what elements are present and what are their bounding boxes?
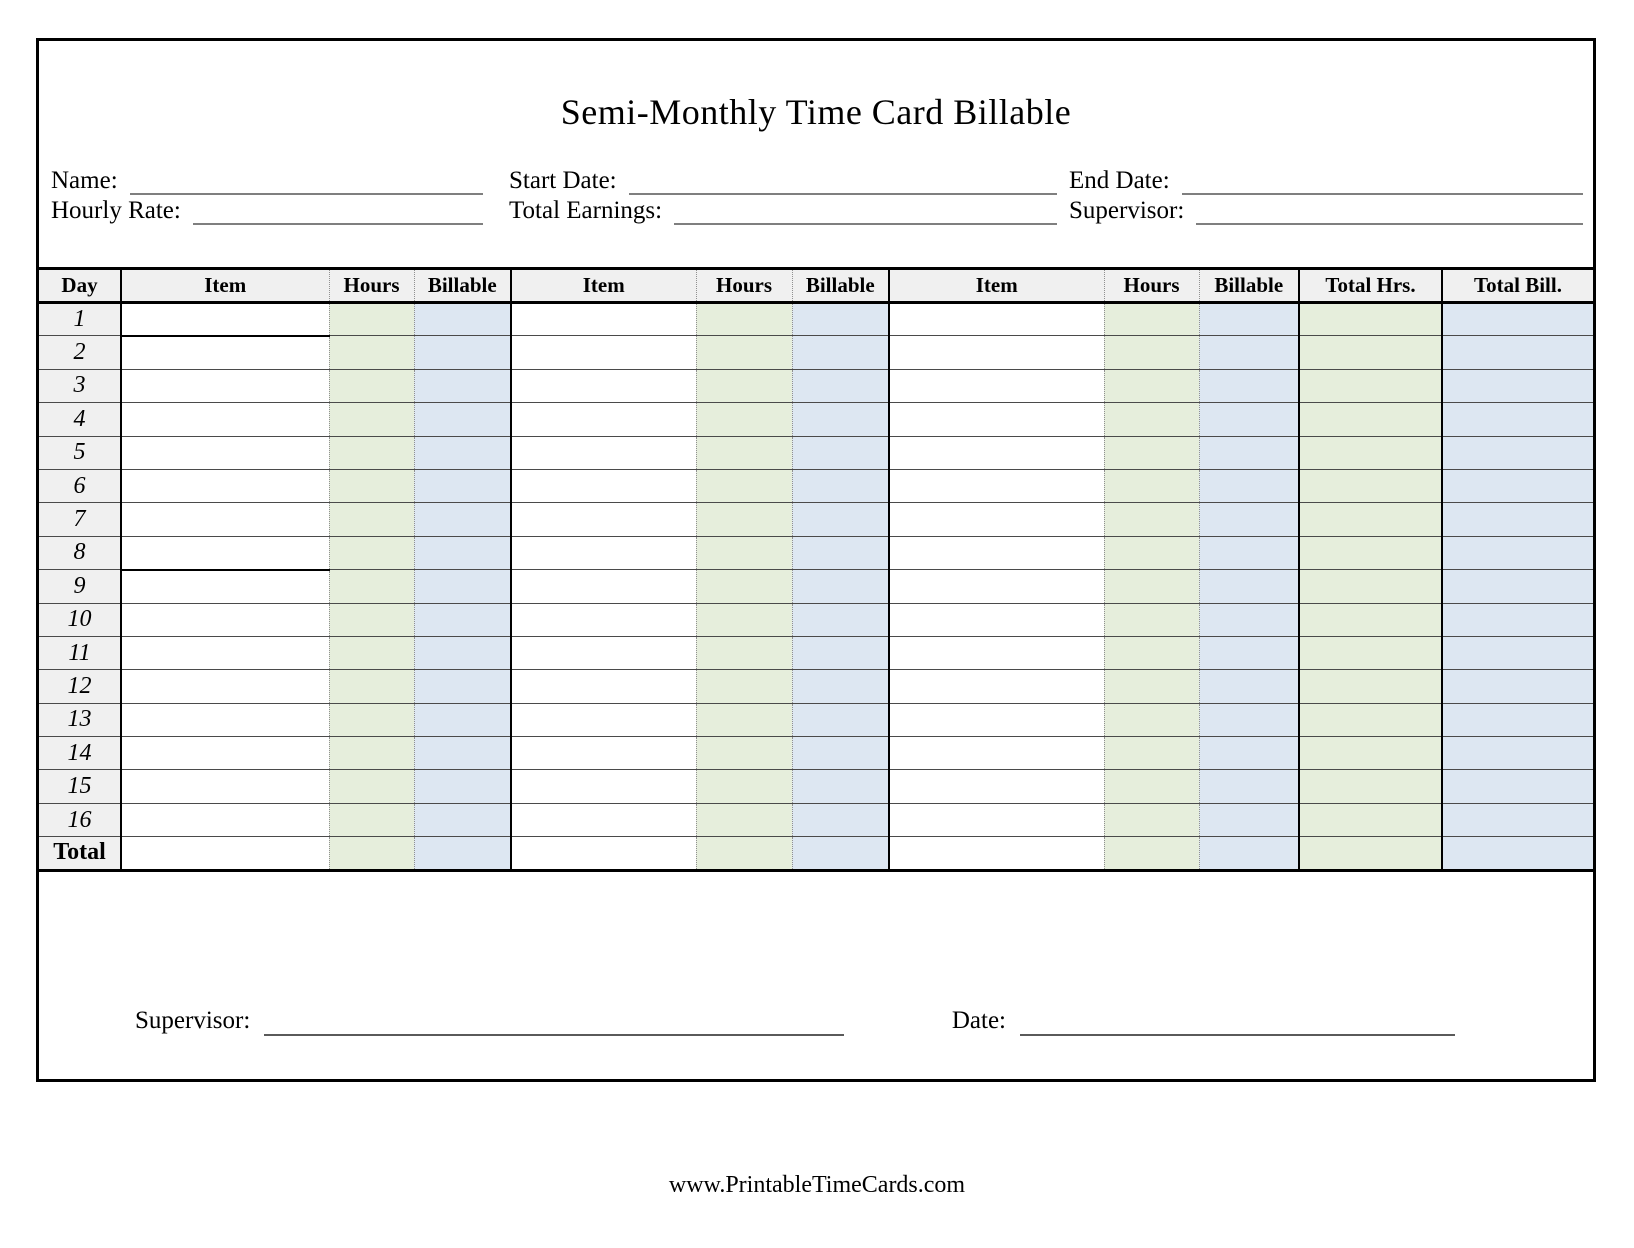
cell-billable-3: [1199, 369, 1299, 402]
cell-hours-3: [1104, 670, 1199, 703]
cell-item-3: [889, 469, 1104, 502]
cell-billable-2: [792, 336, 889, 369]
day-cell-14: 14: [39, 737, 121, 770]
cell-item-2: [511, 536, 696, 569]
cell-item-1: [121, 369, 329, 402]
cell-item-2: [511, 503, 696, 536]
cell-total-bill: [1442, 436, 1593, 469]
cell-hours-2: [696, 369, 792, 402]
cell-total-bill: [1442, 670, 1593, 703]
cell-billable-1: [414, 403, 511, 436]
cell-billable-3-total: [1199, 837, 1299, 870]
cell-item-2: [511, 570, 696, 603]
cell-hours-3: [1104, 570, 1199, 603]
cell-item-2: [511, 770, 696, 803]
column-header-billable-2: Billable: [792, 269, 889, 303]
start-date-input-line: [629, 169, 1057, 195]
cell-hours-2: [696, 336, 792, 369]
total-earnings-label: Total Earnings:: [509, 197, 663, 224]
cell-billable-2-total: [792, 837, 889, 870]
cell-billable-3: [1199, 636, 1299, 669]
cell-hours-3: [1104, 636, 1199, 669]
cell-hours-2: [696, 536, 792, 569]
cell-billable-2: [792, 803, 889, 836]
info-section: [51, 165, 1583, 225]
total-earnings-input-line: [674, 199, 1057, 225]
day-cell-1: 1: [39, 303, 121, 336]
column-header-hours-3: Hours: [1104, 269, 1199, 303]
cell-hours-3: [1104, 369, 1199, 402]
cell-total-bill: [1442, 770, 1593, 803]
cell-total-bill: [1442, 803, 1593, 836]
cell-billable-1: [414, 369, 511, 402]
cell-billable-2: [792, 503, 889, 536]
start-date-label: Start Date:: [509, 167, 617, 194]
cell-item-1: [121, 503, 329, 536]
cell-billable-3: [1199, 803, 1299, 836]
supervisor-field: [1069, 197, 1583, 225]
cell-billable-1: [414, 737, 511, 770]
cell-billable-3: [1199, 303, 1299, 336]
cell-billable-3: [1199, 336, 1299, 369]
day-cell-total: Total: [39, 837, 121, 870]
page-title: Semi-Monthly Time Card Billable: [560, 92, 1072, 132]
cell-item-3: [889, 603, 1104, 636]
cell-item-2: [511, 636, 696, 669]
cell-hours-3: [1104, 469, 1199, 502]
cell-billable-3: [1199, 503, 1299, 536]
cell-billable-2: [792, 737, 889, 770]
cell-item-3: [889, 703, 1104, 736]
cell-hours-1: [329, 636, 414, 669]
cell-item-2: [511, 670, 696, 703]
cell-hours-2: [696, 603, 792, 636]
day-cell-10: 10: [39, 603, 121, 636]
cell-total-hrs: [1299, 436, 1442, 469]
cell-hours-2: [696, 436, 792, 469]
info-row-2: [51, 195, 1583, 225]
cell-total-bill: [1442, 403, 1593, 436]
cell-billable-3: [1199, 469, 1299, 502]
cell-hours-1: [329, 770, 414, 803]
cell-billable-1: [414, 536, 511, 569]
cell-item-1: [121, 670, 329, 703]
table-row: [39, 603, 1593, 636]
column-header-item-3: Item: [889, 269, 1104, 303]
cell-billable-2: [792, 536, 889, 569]
cell-hours-1: [329, 503, 414, 536]
end-date-label: End Date:: [1069, 167, 1170, 194]
cell-item-2: [511, 803, 696, 836]
cell-hours-3: [1104, 503, 1199, 536]
cell-hours-1-total: [329, 837, 414, 870]
info-row-1: [51, 165, 1583, 195]
cell-total-hrs-total: [1299, 837, 1442, 870]
cell-total-hrs: [1299, 570, 1442, 603]
cell-total-hrs: [1299, 737, 1442, 770]
cell-item-1: [121, 603, 329, 636]
cell-item-1: [121, 803, 329, 836]
column-header-hours-1: Hours: [329, 269, 414, 303]
cell-total-bill: [1442, 503, 1593, 536]
end-date-field: [1069, 167, 1583, 195]
cell-billable-3: [1199, 670, 1299, 703]
cell-item-3: [889, 303, 1104, 336]
cell-hours-1: [329, 737, 414, 770]
cell-hours-2: [696, 737, 792, 770]
table-row: [39, 403, 1593, 436]
cell-hours-2: [696, 570, 792, 603]
cell-item-3: [889, 737, 1104, 770]
cell-hours-2: [696, 770, 792, 803]
signature-date-label: Date:: [951, 1007, 1006, 1034]
cell-billable-2: [792, 670, 889, 703]
cell-billable-1: [414, 670, 511, 703]
cell-item-1: [121, 536, 329, 569]
day-cell-12: 12: [39, 670, 121, 703]
cell-billable-1: [414, 570, 511, 603]
cell-billable-3: [1199, 403, 1299, 436]
total-earnings-field: [509, 197, 1057, 225]
hourly-rate-field: [51, 197, 483, 225]
cell-billable-2: [792, 403, 889, 436]
cell-billable-1: [414, 469, 511, 502]
cell-hours-1: [329, 403, 414, 436]
cell-hours-1: [329, 603, 414, 636]
cell-hours-3: [1104, 536, 1199, 569]
cell-billable-3: [1199, 436, 1299, 469]
cell-item-3-total: [889, 837, 1104, 870]
column-header-total-bill: Total Bill.: [1442, 269, 1593, 303]
day-cell-11: 11: [39, 636, 121, 669]
cell-item-1-total: [121, 837, 329, 870]
cell-item-3: [889, 503, 1104, 536]
cell-total-hrs: [1299, 636, 1442, 669]
cell-item-2: [511, 403, 696, 436]
cell-billable-1: [414, 503, 511, 536]
cell-hours-1: [329, 369, 414, 402]
cell-total-hrs: [1299, 536, 1442, 569]
cell-billable-3: [1199, 770, 1299, 803]
column-header-hours-2: Hours: [696, 269, 792, 303]
end-date-input-line: [1182, 169, 1583, 195]
cell-total-hrs: [1299, 670, 1442, 703]
cell-total-bill: [1442, 703, 1593, 736]
table-row: [39, 670, 1593, 703]
signature-supervisor-line: [264, 1008, 844, 1036]
cell-item-2: [511, 436, 696, 469]
cell-hours-1: [329, 803, 414, 836]
cell-total-hrs: [1299, 503, 1442, 536]
cell-billable-3: [1199, 603, 1299, 636]
column-header-day: Day: [39, 269, 121, 303]
cell-billable-1: [414, 336, 511, 369]
day-cell-3: 3: [39, 369, 121, 402]
cell-item-1: [121, 336, 329, 369]
cell-billable-1-total: [414, 837, 511, 870]
cell-hours-2: [696, 803, 792, 836]
cell-total-bill: [1442, 636, 1593, 669]
name-label: Name:: [51, 167, 118, 194]
table-total-row: [39, 837, 1593, 870]
cell-item-3: [889, 636, 1104, 669]
cell-billable-1: [414, 770, 511, 803]
table-row: [39, 770, 1593, 803]
table-row: [39, 570, 1593, 603]
time-card-sheet: [36, 38, 1596, 1082]
table-row: [39, 469, 1593, 502]
column-header-item-1: Item: [121, 269, 329, 303]
cell-billable-2: [792, 436, 889, 469]
hourly-rate-label: Hourly Rate:: [51, 197, 181, 224]
day-cell-8: 8: [39, 536, 121, 569]
table-row: [39, 703, 1593, 736]
cell-item-1: [121, 303, 329, 336]
hourly-rate-input-line: [193, 199, 483, 225]
cell-billable-2: [792, 770, 889, 803]
cell-hours-1: [329, 303, 414, 336]
cell-total-hrs: [1299, 403, 1442, 436]
cell-hours-2: [696, 703, 792, 736]
cell-hours-1: [329, 703, 414, 736]
cell-item-1: [121, 403, 329, 436]
day-cell-4: 4: [39, 403, 121, 436]
cell-item-1: [121, 703, 329, 736]
cell-billable-2: [792, 469, 889, 502]
cell-hours-3: [1104, 770, 1199, 803]
cell-billable-1: [414, 436, 511, 469]
supervisor-label: Supervisor:: [1069, 197, 1185, 224]
cell-hours-3: [1104, 336, 1199, 369]
cell-total-bill: [1442, 336, 1593, 369]
cell-billable-3: [1199, 737, 1299, 770]
table-header-row: [39, 269, 1593, 303]
cell-total-bill: [1442, 303, 1593, 336]
cell-hours-1: [329, 469, 414, 502]
cell-hours-1: [329, 670, 414, 703]
cell-billable-1: [414, 303, 511, 336]
cell-billable-2: [792, 303, 889, 336]
cell-total-bill-total: [1442, 837, 1593, 870]
cell-hours-2: [696, 403, 792, 436]
cell-total-hrs: [1299, 369, 1442, 402]
table-row: [39, 636, 1593, 669]
day-cell-13: 13: [39, 703, 121, 736]
table-row: [39, 436, 1593, 469]
cell-total-bill: [1442, 536, 1593, 569]
name-field: [51, 167, 483, 195]
table-row: [39, 369, 1593, 402]
cell-item-1: [121, 636, 329, 669]
signature-row: [135, 996, 1455, 1036]
cell-hours-3: [1104, 703, 1199, 736]
cell-hours-2: [696, 303, 792, 336]
cell-item-1: [121, 737, 329, 770]
cell-item-3: [889, 336, 1104, 369]
cell-total-bill: [1442, 369, 1593, 402]
cell-hours-2: [696, 636, 792, 669]
cell-item-2: [511, 336, 696, 369]
cell-item-3: [889, 436, 1104, 469]
table-row: [39, 803, 1593, 836]
cell-item-3: [889, 369, 1104, 402]
cell-total-bill: [1442, 603, 1593, 636]
cell-item-3: [889, 670, 1104, 703]
cell-hours-3-total: [1104, 837, 1199, 870]
cell-total-hrs: [1299, 770, 1442, 803]
cell-hours-2: [696, 469, 792, 502]
cell-hours-1: [329, 570, 414, 603]
cell-total-hrs: [1299, 803, 1442, 836]
cell-item-3: [889, 803, 1104, 836]
cell-billable-2: [792, 369, 889, 402]
cell-billable-3: [1199, 570, 1299, 603]
cell-item-2-total: [511, 837, 696, 870]
cell-hours-3: [1104, 403, 1199, 436]
column-header-item-2: Item: [511, 269, 696, 303]
day-cell-5: 5: [39, 436, 121, 469]
signature-supervisor-label: Supervisor:: [135, 1007, 251, 1034]
name-input-line: [130, 169, 483, 195]
cell-item-2: [511, 369, 696, 402]
column-header-total-hrs: Total Hrs.: [1299, 269, 1442, 303]
day-cell-15: 15: [39, 770, 121, 803]
cell-billable-2: [792, 603, 889, 636]
cell-hours-3: [1104, 803, 1199, 836]
cell-total-hrs: [1299, 336, 1442, 369]
cell-billable-1: [414, 603, 511, 636]
cell-hours-1: [329, 336, 414, 369]
cell-hours-2-total: [696, 837, 792, 870]
cell-total-hrs: [1299, 303, 1442, 336]
cell-hours-2: [696, 503, 792, 536]
cell-hours-3: [1104, 603, 1199, 636]
table-row: [39, 737, 1593, 770]
cell-billable-3: [1199, 536, 1299, 569]
cell-item-1: [121, 469, 329, 502]
column-header-billable-3: Billable: [1199, 269, 1299, 303]
cell-billable-3: [1199, 703, 1299, 736]
cell-item-1: [121, 570, 329, 603]
day-cell-6: 6: [39, 469, 121, 502]
cell-hours-2: [696, 670, 792, 703]
cell-item-2: [511, 469, 696, 502]
cell-item-1: [121, 770, 329, 803]
cell-hours-3: [1104, 303, 1199, 336]
column-header-billable-1: Billable: [414, 269, 511, 303]
cell-item-3: [889, 536, 1104, 569]
cell-billable-2: [792, 636, 889, 669]
cell-item-2: [511, 703, 696, 736]
cell-item-3: [889, 770, 1104, 803]
cell-hours-1: [329, 436, 414, 469]
cell-item-3: [889, 570, 1104, 603]
cell-hours-3: [1104, 436, 1199, 469]
footer-url: www.PrintableTimeCards.com: [668, 1172, 966, 1198]
cell-total-bill: [1442, 570, 1593, 603]
cell-billable-1: [414, 636, 511, 669]
cell-billable-1: [414, 703, 511, 736]
start-date-field: [509, 167, 1057, 195]
cell-hours-1: [329, 536, 414, 569]
day-cell-16: 16: [39, 803, 121, 836]
cell-total-hrs: [1299, 703, 1442, 736]
day-cell-2: 2: [39, 336, 121, 369]
table-row: [39, 336, 1593, 369]
day-cell-9: 9: [39, 570, 121, 603]
day-cell-7: 7: [39, 503, 121, 536]
supervisor-input-line: [1196, 199, 1583, 225]
cell-total-hrs: [1299, 603, 1442, 636]
cell-total-bill: [1442, 737, 1593, 770]
cell-item-2: [511, 603, 696, 636]
cell-billable-2: [792, 570, 889, 603]
time-card-table: [39, 267, 1593, 872]
cell-item-2: [511, 303, 696, 336]
cell-item-2: [511, 737, 696, 770]
table-row: [39, 303, 1593, 336]
cell-item-1: [121, 436, 329, 469]
cell-total-bill: [1442, 469, 1593, 502]
cell-item-3: [889, 403, 1104, 436]
cell-total-hrs: [1299, 469, 1442, 502]
cell-billable-1: [414, 803, 511, 836]
cell-hours-3: [1104, 737, 1199, 770]
cell-billable-2: [792, 703, 889, 736]
table-row: [39, 503, 1593, 536]
table-row: [39, 536, 1593, 569]
signature-date-line: [1020, 1008, 1455, 1036]
